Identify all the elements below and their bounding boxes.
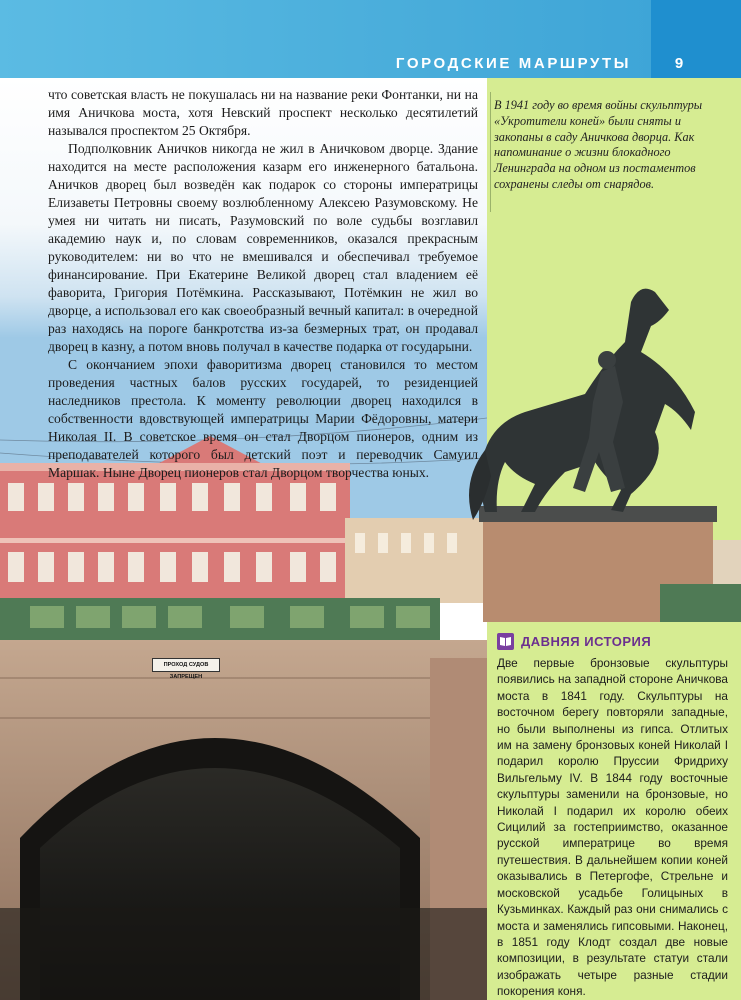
paragraph-3: С окончанием эпохи фаворитизма дворец становился то местом проведения частных балов русских государей, то резиденцией наследников престола. К моменту революции дворец находился в собственности вдовствующей императрицы Марии Фёдоровны, матери Николая II. В советское время он стал Дворцом пионеров, одним из преподавателей которого был детский поэт и переводчик Самуил Маршак. Ныне Дворец пионеров стал Дворцом творчества юных.: [48, 357, 478, 480]
section-title: ГОРОДСКИЕ МАРШРУТЫ: [395, 55, 631, 72]
page-number-box: [651, 0, 741, 78]
section-header-bar: [0, 0, 741, 78]
article-body: [48, 86, 478, 482]
paragraph-2: Подполковник Аничков никогда не жил в Аничковом дворце. Здание находится на месте расположения казарм его инженерного батальона. Аничков дворец был возведён как подарок со стороны императрицы Елизаветы Петровны своему возлюбленному Алексею Разумовскому. Не умея ни читать ни писать, Разумовский по воле судьбы возглавил академию наук и, по словам современников, оказался прекрасным руководителем: ни во что не вмешивался и обеспечивал требуемое финансирование. При Екатерине Великой дворец стал владением её фаворита, Григория Потёмкина. Рассказывают, Потёмкин не жил во дворце, а использовал его как своеобразный вечный капитал: в очередной раз находясь на пороге банкротства из-за безмерных трат, он продавал дворец в казну, а потом вновь получал в качестве подарка от государыни.: [48, 141, 478, 354]
history-text: Две первые бронзовые скульптуры появились на западной стороне Аничкова моста в 1841 году. Скульптуры на восточном берегу повторяли западные, но были выполнены из гипса. Отлитых им на замену бронзовых коней Николай I подарил королю Пруссии Фридриху Вильгельму IV. В 1844 году восточные скульптуры заменили на бронзовые, но Николай I подарил их королю обеих Сицилий за гостеприимство, оказанное русской императрице во время путешествия. В дальнейшем копии коней оказывались в Петергофе, Стрельне и московской усадьбе Голицыных в Кузьминках. Каждый раз они снимались с моста и заменялись гипсовыми. Наконец, в 1851 году Клодт создал две новые композиции, в результате статуи стали изображать четыре разные стадии покорения коня.: [497, 656, 728, 999]
book-icon: [497, 633, 514, 650]
horse-tamer-sculpture: [455, 262, 741, 622]
page-number: 9: [674, 55, 684, 72]
photo-caption: В 1941 году во время войны скульптуры «Укротители коней» были сняты и закопаны в саду Аничкова дворца. Как напоминание о жизни блокадного Ленинграда на одном из постаментов сохранены следы от снарядов.: [494, 98, 709, 193]
history-title: ДАВНЯЯ ИСТОРИЯ: [521, 633, 652, 649]
history-header: [497, 632, 651, 650]
bridge-sign: ПРОХОД СУДОВ ЗАПРЕЩЕН: [152, 658, 220, 672]
paragraph-1: что советская власть не покушалась ни на название реки Фонтанки, ни на имя Аничкова моста, хотя Невский проспект несколько десятилетий назывался проспектом 25 Октября.: [48, 87, 478, 138]
